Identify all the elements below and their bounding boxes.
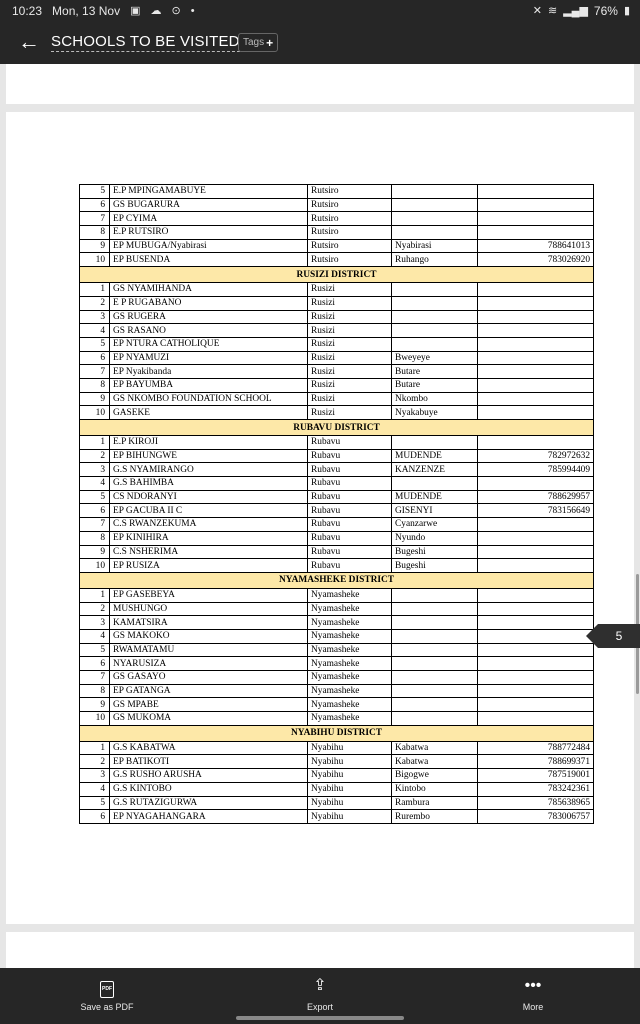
cell-sector — [392, 712, 478, 726]
cell-district: Rusizi — [308, 392, 392, 406]
cell-name: G.S KABATWA — [110, 741, 308, 755]
battery-percent: 76% — [593, 4, 618, 18]
table-row — [80, 406, 594, 420]
pdf-icon: PDF — [100, 981, 114, 998]
cell-num: 8 — [80, 378, 110, 392]
cell-num: 1 — [80, 588, 110, 602]
table-row — [80, 253, 594, 267]
cell-num: 2 — [80, 449, 110, 463]
save-as-pdf-label: Save as PDF — [80, 1002, 134, 1012]
cell-name: EP GATANGA — [110, 684, 308, 698]
table-row — [80, 504, 594, 518]
cell-district: Nyabihu — [308, 755, 392, 769]
cell-sector — [392, 198, 478, 212]
cell-num: 1 — [80, 283, 110, 297]
cell-num: 1 — [80, 436, 110, 450]
cell-sector — [392, 698, 478, 712]
cell-phone: 783006757 — [478, 810, 594, 824]
cell-sector: Bugeshi — [392, 559, 478, 573]
cell-num: 10 — [80, 253, 110, 267]
cell-sector — [392, 657, 478, 671]
cell-phone — [478, 643, 594, 657]
cell-phone — [478, 392, 594, 406]
cell-num: 5 — [80, 337, 110, 351]
district-header-row — [80, 572, 594, 588]
cell-name: G.S RUTAZIGURWA — [110, 796, 308, 810]
cell-district: Rusizi — [308, 378, 392, 392]
cell-num: 5 — [80, 490, 110, 504]
cell-name: NYARUSIZA — [110, 657, 308, 671]
tags-button[interactable] — [238, 33, 278, 52]
cell-phone: 785638965 — [478, 796, 594, 810]
cell-district: Rusizi — [308, 283, 392, 297]
cell-name: GS NKOMBO FOUNDATION SCHOOL — [110, 392, 308, 406]
status-date: Mon, 13 Nov — [52, 4, 121, 18]
page-number-badge[interactable]: 5 — [598, 624, 640, 648]
cell-name: EP RUSIZA — [110, 559, 308, 573]
battery-icon: ▮ — [623, 5, 630, 17]
cell-num: 1 — [80, 741, 110, 755]
table-row — [80, 602, 594, 616]
table-row — [80, 296, 594, 310]
cell-sector — [392, 226, 478, 240]
cell-name: KAMATSIRA — [110, 616, 308, 630]
cell-district: Rutsiro — [308, 239, 392, 253]
cell-sector: Nyakabuye — [392, 406, 478, 420]
cell-phone: 788772484 — [478, 741, 594, 755]
cell-num: 2 — [80, 602, 110, 616]
cell-district: Nyamasheke — [308, 712, 392, 726]
cell-phone — [478, 559, 594, 573]
cell-name: EP BATIKOTI — [110, 755, 308, 769]
table-row — [80, 588, 594, 602]
cell-name: EP NTURA CATHOLIQUE — [110, 337, 308, 351]
cell-phone — [478, 671, 594, 685]
table-row — [80, 712, 594, 726]
cell-name: EP Nyakibanda — [110, 365, 308, 379]
more-button[interactable] — [488, 976, 578, 1012]
cell-sector: Bigogwe — [392, 769, 478, 783]
table-row — [80, 531, 594, 545]
cell-sector: Butare — [392, 378, 478, 392]
table-row — [80, 755, 594, 769]
cell-district: Nyamasheke — [308, 684, 392, 698]
district-header-label: RUSIZI DISTRICT — [80, 267, 594, 283]
cell-name: C.S NSHERIMA — [110, 545, 308, 559]
cell-phone — [478, 185, 594, 199]
cell-name: G.S KINTOBO — [110, 782, 308, 796]
cell-district: Nyabihu — [308, 769, 392, 783]
table-row — [80, 545, 594, 559]
cell-phone: 783156649 — [478, 504, 594, 518]
previous-page — [6, 64, 634, 104]
cell-sector: Butare — [392, 365, 478, 379]
cell-name: GS MAKOKO — [110, 629, 308, 643]
cell-sector: Rambura — [392, 796, 478, 810]
cell-name: E.P RUTSIRO — [110, 226, 308, 240]
cell-name: GS NYAMIHANDA — [110, 283, 308, 297]
cell-district: Rusizi — [308, 406, 392, 420]
gallery-icon: ▣ — [130, 5, 141, 17]
cell-name: RWAMATAMU — [110, 643, 308, 657]
district-header-row — [80, 725, 594, 741]
more-label: More — [522, 1002, 544, 1012]
cell-phone — [478, 629, 594, 643]
cell-district: Nyabihu — [308, 796, 392, 810]
cell-name: G.S NYAMIRANGO — [110, 463, 308, 477]
cell-phone: 783026920 — [478, 253, 594, 267]
cell-name: G.S BAHIMBA — [110, 477, 308, 491]
cell-phone — [478, 226, 594, 240]
cell-num: 5 — [80, 185, 110, 199]
table-row — [80, 741, 594, 755]
cell-num: 4 — [80, 782, 110, 796]
cell-num: 10 — [80, 406, 110, 420]
cell-sector — [392, 337, 478, 351]
cell-district: Nyamasheke — [308, 671, 392, 685]
export-label: Export — [306, 1002, 333, 1012]
cell-sector: Bugeshi — [392, 545, 478, 559]
table-row — [80, 463, 594, 477]
cell-phone — [478, 436, 594, 450]
export-button[interactable] — [275, 976, 365, 1012]
cell-sector — [392, 212, 478, 226]
cell-name: EP NYAGAHANGARA — [110, 810, 308, 824]
cell-num: 9 — [80, 698, 110, 712]
cell-district: Rubavu — [308, 436, 392, 450]
cell-name: EP NYAMUZI — [110, 351, 308, 365]
cell-phone — [478, 712, 594, 726]
home-indicator[interactable] — [236, 1016, 404, 1020]
table-row — [80, 671, 594, 685]
cell-phone: 788641013 — [478, 239, 594, 253]
cell-num: 9 — [80, 392, 110, 406]
cell-phone — [478, 406, 594, 420]
cell-district: Nyabihu — [308, 782, 392, 796]
cell-num: 9 — [80, 239, 110, 253]
mute-icon: ✕ — [532, 5, 542, 17]
cell-sector: Nyundo — [392, 531, 478, 545]
status-bar — [0, 0, 640, 22]
save-as-pdf-button[interactable] — [62, 976, 152, 1012]
cell-phone — [478, 588, 594, 602]
table-row — [80, 283, 594, 297]
table-row — [80, 365, 594, 379]
cell-district: Rusizi — [308, 324, 392, 338]
app-bar — [0, 22, 640, 64]
cell-sector: GISENYI — [392, 504, 478, 518]
tags-label: Tags — [243, 37, 265, 48]
cell-sector: Rurembo — [392, 810, 478, 824]
table-row — [80, 449, 594, 463]
cell-phone — [478, 378, 594, 392]
wifi-icon: ≋ — [547, 5, 558, 17]
plus-icon: + — [266, 35, 274, 50]
cell-phone — [478, 518, 594, 532]
cell-name: E.P MPINGAMABUYE — [110, 185, 308, 199]
cell-num: 7 — [80, 212, 110, 226]
cell-district: Nyabihu — [308, 741, 392, 755]
cell-num: 5 — [80, 643, 110, 657]
cell-phone — [478, 477, 594, 491]
cell-name: E P RUGABANO — [110, 296, 308, 310]
cell-num: 5 — [80, 796, 110, 810]
table-row — [80, 559, 594, 573]
cell-name: CS NDORANYI — [110, 490, 308, 504]
cell-district: Rubavu — [308, 477, 392, 491]
cell-phone — [478, 337, 594, 351]
cell-name: MUSHUNGO — [110, 602, 308, 616]
cell-district: Rutsiro — [308, 185, 392, 199]
cell-phone: 787519001 — [478, 769, 594, 783]
sync-icon: ⊙ — [171, 5, 181, 17]
table-row — [80, 351, 594, 365]
cell-sector — [392, 310, 478, 324]
cell-num: 3 — [80, 463, 110, 477]
table-row — [80, 796, 594, 810]
table-row — [80, 185, 594, 199]
cell-phone — [478, 212, 594, 226]
cell-sector: KANZENZE — [392, 463, 478, 477]
table-row — [80, 810, 594, 824]
cell-district: Nyamasheke — [308, 588, 392, 602]
cell-phone: 788699371 — [478, 755, 594, 769]
cell-num: 10 — [80, 559, 110, 573]
cell-phone — [478, 283, 594, 297]
cell-district: Rutsiro — [308, 212, 392, 226]
cell-num: 6 — [80, 657, 110, 671]
cell-num: 6 — [80, 351, 110, 365]
cell-phone — [478, 657, 594, 671]
cell-district: Nyamasheke — [308, 616, 392, 630]
cell-num: 3 — [80, 616, 110, 630]
cell-phone — [478, 616, 594, 630]
cell-sector — [392, 436, 478, 450]
cell-name: GS RUGERA — [110, 310, 308, 324]
cell-sector — [392, 283, 478, 297]
table-row — [80, 657, 594, 671]
table-row — [80, 310, 594, 324]
cell-phone — [478, 296, 594, 310]
cell-sector — [392, 324, 478, 338]
cell-num: 7 — [80, 518, 110, 532]
district-header-label: RUBAVU DISTRICT — [80, 420, 594, 436]
cell-num: 6 — [80, 198, 110, 212]
cell-phone — [478, 198, 594, 212]
cell-district: Rusizi — [308, 310, 392, 324]
cell-district: Rubavu — [308, 463, 392, 477]
cell-district: Rubavu — [308, 490, 392, 504]
cell-district: Rusizi — [308, 296, 392, 310]
cell-name: GS GASAYO — [110, 671, 308, 685]
table-row — [80, 436, 594, 450]
cell-sector — [392, 296, 478, 310]
cell-sector — [392, 588, 478, 602]
district-header-label: NYABIHU DISTRICT — [80, 725, 594, 741]
cell-sector: Cyanzarwe — [392, 518, 478, 532]
cell-district: Rutsiro — [308, 198, 392, 212]
more-dots-icon: ••• — [524, 977, 542, 994]
cell-sector: Kintobo — [392, 782, 478, 796]
next-page — [6, 932, 634, 968]
cell-name: EP BUSENDA — [110, 253, 308, 267]
cell-district: Nyamasheke — [308, 602, 392, 616]
table-row — [80, 392, 594, 406]
cell-phone — [478, 531, 594, 545]
cell-district: Rubavu — [308, 518, 392, 532]
cell-sector — [392, 629, 478, 643]
cell-phone — [478, 698, 594, 712]
cell-phone: 783242361 — [478, 782, 594, 796]
status-time: 10:23 — [12, 4, 43, 18]
cell-district: Rubavu — [308, 545, 392, 559]
cell-district: Rusizi — [308, 351, 392, 365]
table-row — [80, 226, 594, 240]
table-row — [80, 616, 594, 630]
cell-district: Rusizi — [308, 365, 392, 379]
cell-num: 10 — [80, 712, 110, 726]
cell-name: EP BAYUMBA — [110, 378, 308, 392]
cell-sector: Ruhango — [392, 253, 478, 267]
cell-name: EP KINIHIRA — [110, 531, 308, 545]
cell-name: EP GASEBEYA — [110, 588, 308, 602]
cell-district: Rusizi — [308, 337, 392, 351]
cell-sector: MUDENDE — [392, 449, 478, 463]
cell-name: EP GACUBA II C — [110, 504, 308, 518]
district-header-row — [80, 267, 594, 283]
cell-sector — [392, 477, 478, 491]
cell-phone — [478, 324, 594, 338]
table-row — [80, 378, 594, 392]
cell-num: 4 — [80, 477, 110, 491]
cell-num: 8 — [80, 226, 110, 240]
cell-sector — [392, 616, 478, 630]
cell-sector: Kabatwa — [392, 741, 478, 755]
table-row — [80, 477, 594, 491]
cell-district: Rubavu — [308, 531, 392, 545]
cell-phone: 788629957 — [478, 490, 594, 504]
cell-name: EP CYIMA — [110, 212, 308, 226]
cell-num: 3 — [80, 310, 110, 324]
cell-num: 6 — [80, 504, 110, 518]
document-viewer[interactable] — [0, 64, 640, 968]
cell-phone — [478, 351, 594, 365]
cell-name: GS BUGARURA — [110, 198, 308, 212]
document-page — [6, 112, 634, 924]
cell-num: 4 — [80, 324, 110, 338]
table-row — [80, 643, 594, 657]
cell-name: GS MUKOMA — [110, 712, 308, 726]
cell-num: 9 — [80, 545, 110, 559]
district-header-row — [80, 420, 594, 436]
cell-num: 4 — [80, 629, 110, 643]
share-icon: ⇪ — [313, 977, 327, 994]
cell-name: E.P KIROJI — [110, 436, 308, 450]
district-header-label: NYAMASHEKE DISTRICT — [80, 572, 594, 588]
cell-phone — [478, 684, 594, 698]
table-row — [80, 198, 594, 212]
cloud-icon: ☁ — [150, 5, 162, 17]
cell-district: Nyamasheke — [308, 657, 392, 671]
table-row — [80, 769, 594, 783]
cell-district: Nyabihu — [308, 810, 392, 824]
schools-table — [79, 184, 594, 824]
table-row — [80, 629, 594, 643]
cell-name: C.S RWANZEKUMA — [110, 518, 308, 532]
cell-sector: MUDENDE — [392, 490, 478, 504]
cell-sector — [392, 643, 478, 657]
table-row — [80, 698, 594, 712]
cell-num: 7 — [80, 365, 110, 379]
cell-num: 8 — [80, 531, 110, 545]
table-row — [80, 337, 594, 351]
signal-icon: ▂▄▆ — [563, 5, 588, 17]
cell-sector — [392, 671, 478, 685]
table-row — [80, 490, 594, 504]
table-row — [80, 782, 594, 796]
cell-sector — [392, 185, 478, 199]
cell-num: 2 — [80, 755, 110, 769]
cell-num: 2 — [80, 296, 110, 310]
cell-name: EP BIHUNGWE — [110, 449, 308, 463]
back-arrow-icon[interactable]: ← — [18, 29, 40, 54]
cell-sector: Bweyeye — [392, 351, 478, 365]
cell-phone — [478, 365, 594, 379]
cell-num: 7 — [80, 671, 110, 685]
cell-district: Rutsiro — [308, 226, 392, 240]
cell-district: Rutsiro — [308, 253, 392, 267]
cell-district: Nyamasheke — [308, 698, 392, 712]
dot-icon: • — [190, 5, 195, 17]
cell-sector: Kabatwa — [392, 755, 478, 769]
cell-phone: 782972632 — [478, 449, 594, 463]
cell-sector — [392, 684, 478, 698]
cell-district: Rubavu — [308, 559, 392, 573]
cell-name: G.S RUSHO ARUSHA — [110, 769, 308, 783]
cell-name: EP MUBUGA/Nyabirasi — [110, 239, 308, 253]
table-row — [80, 324, 594, 338]
cell-district: Rubavu — [308, 449, 392, 463]
cell-sector: Nkombo — [392, 392, 478, 406]
table-row — [80, 239, 594, 253]
cell-num: 6 — [80, 810, 110, 824]
cell-name: GS RASANO — [110, 324, 308, 338]
table-row — [80, 212, 594, 226]
cell-phone — [478, 602, 594, 616]
cell-district: Nyamasheke — [308, 643, 392, 657]
cell-phone — [478, 545, 594, 559]
cell-phone: 785994409 — [478, 463, 594, 477]
page-title[interactable]: SCHOOLS TO BE VISITED — [51, 33, 240, 50]
table-row — [80, 684, 594, 698]
cell-sector — [392, 602, 478, 616]
cell-name: GASEKE — [110, 406, 308, 420]
cell-name: GS MPABE — [110, 698, 308, 712]
cell-district: Rubavu — [308, 504, 392, 518]
cell-num: 3 — [80, 769, 110, 783]
cell-district: Nyamasheke — [308, 629, 392, 643]
cell-phone — [478, 310, 594, 324]
cell-sector: Nyabirasi — [392, 239, 478, 253]
table-row — [80, 518, 594, 532]
cell-num: 8 — [80, 684, 110, 698]
